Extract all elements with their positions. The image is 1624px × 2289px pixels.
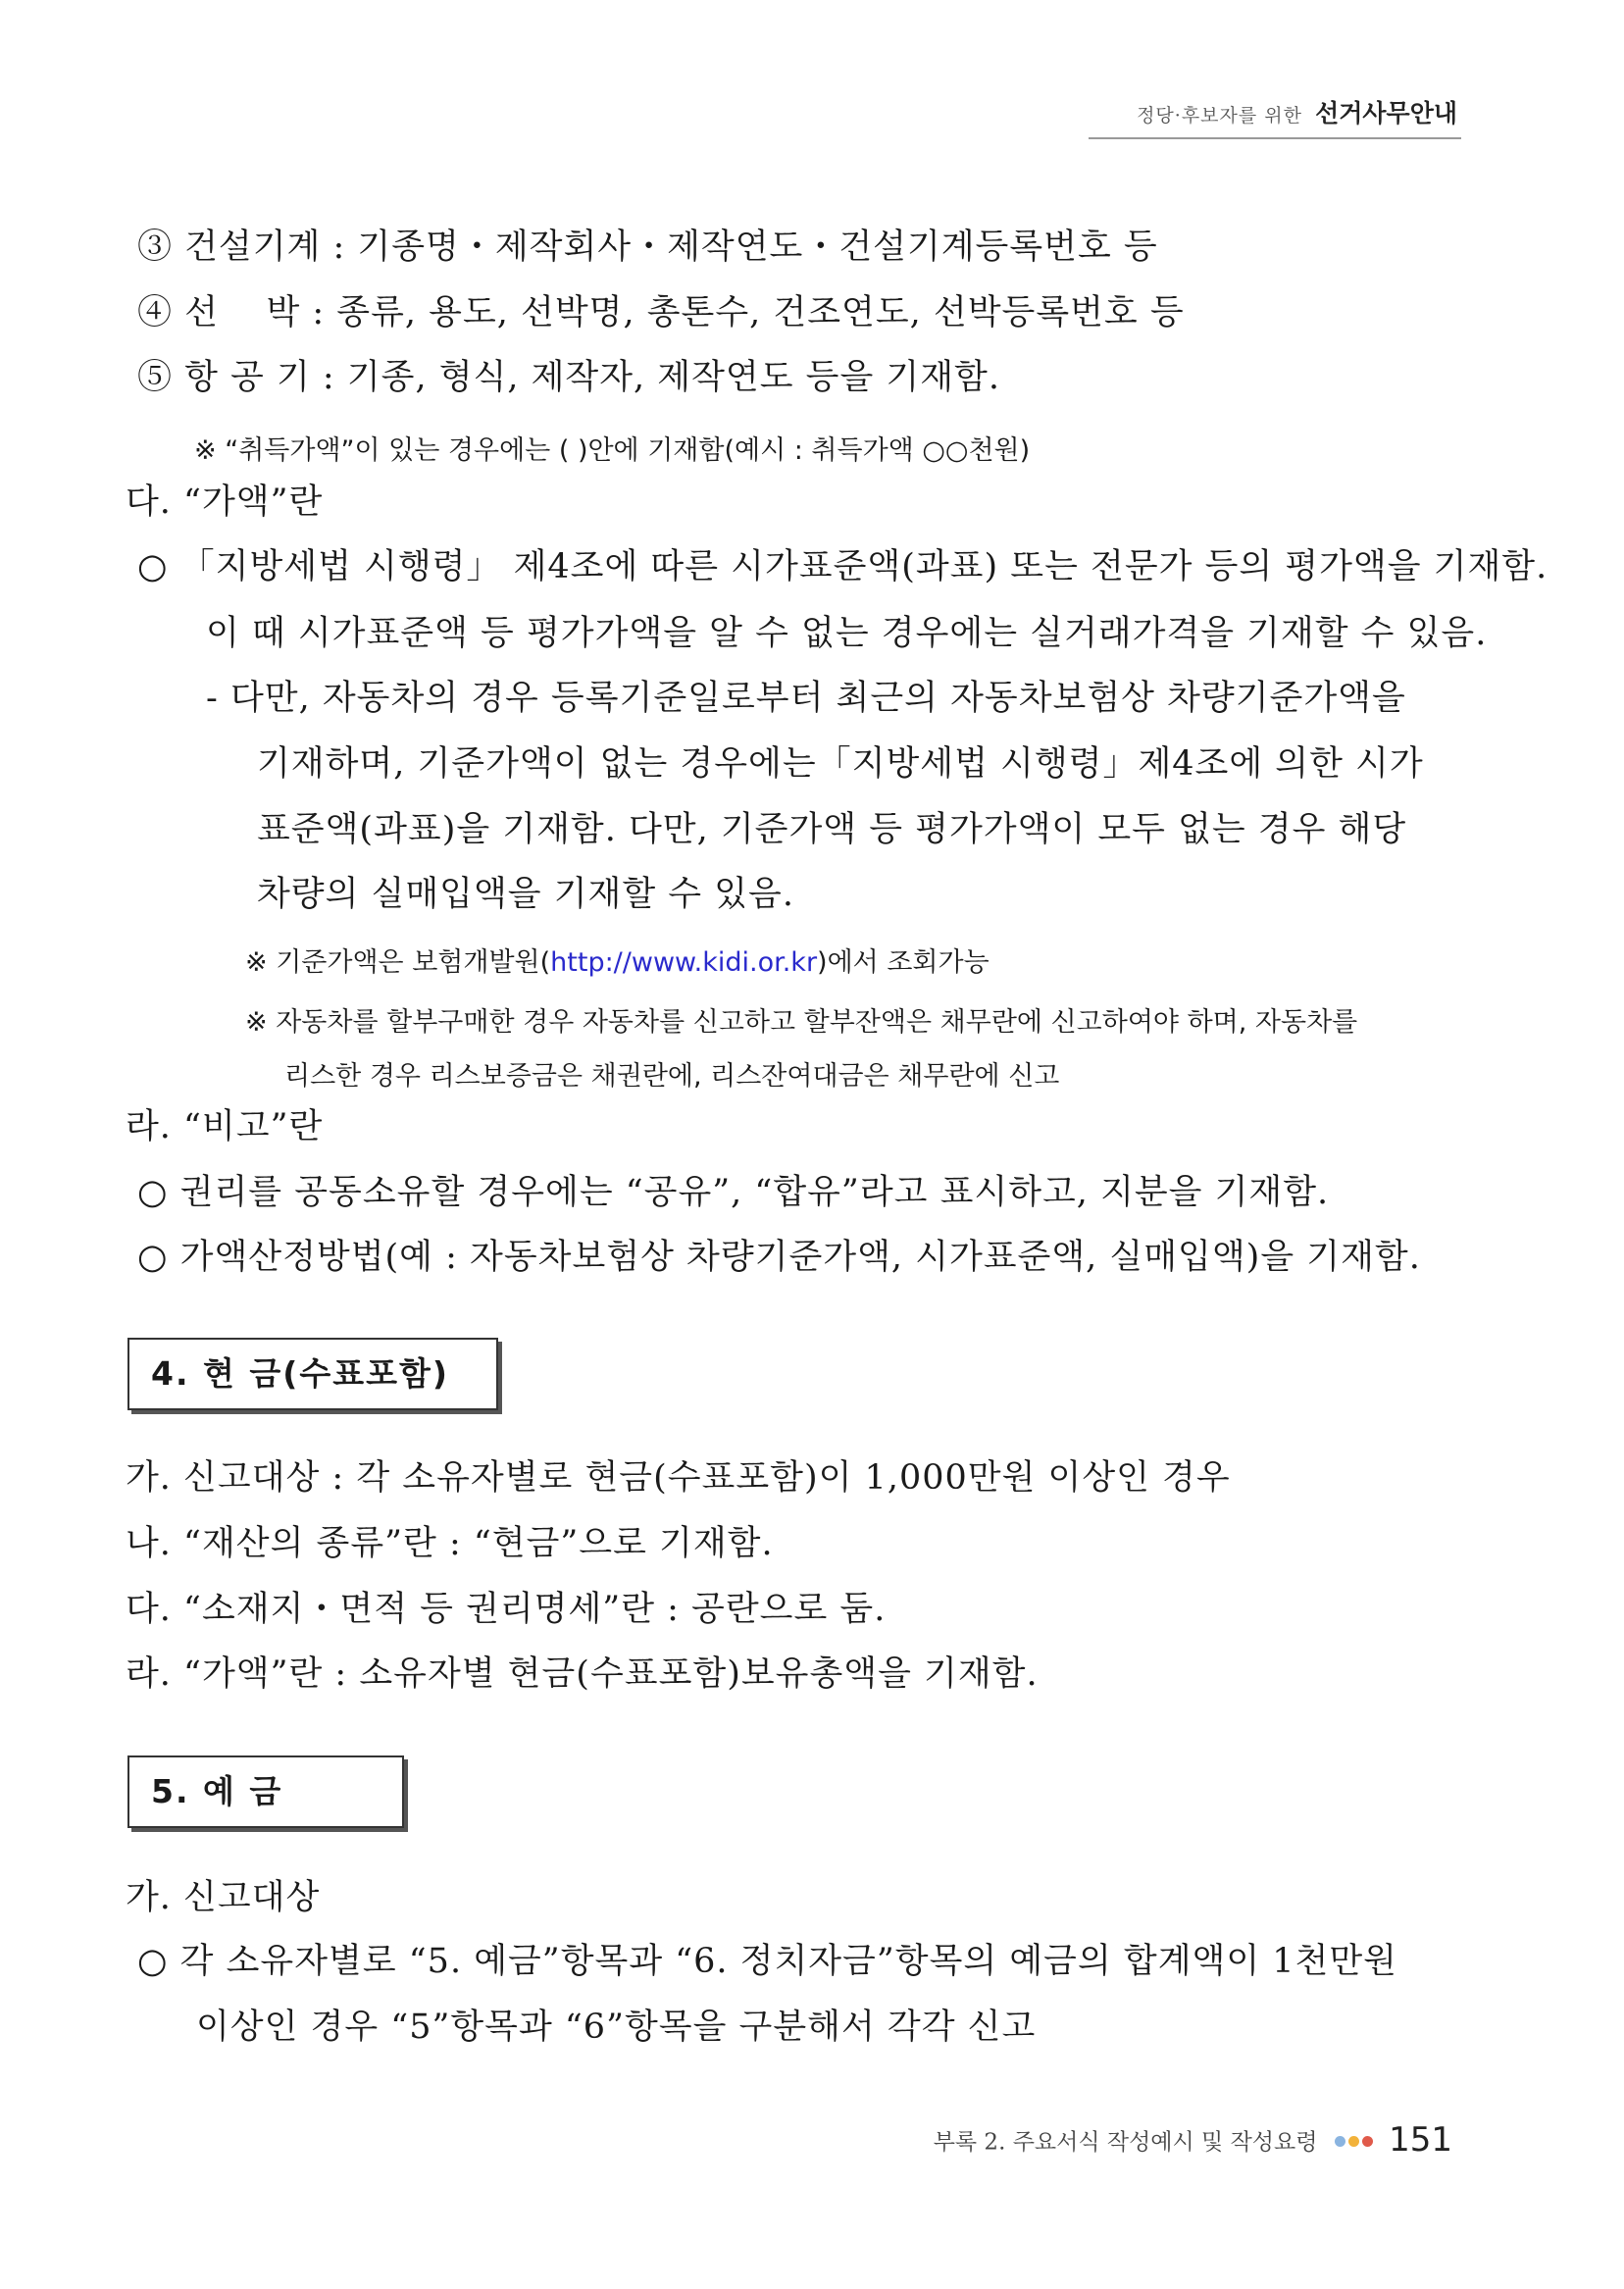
heading-value-column: 다. “가액”란 [126,483,324,522]
line-standard-value: ○ 「지방세법 시행령」 제4조에 따른 시가표준액(과표) 또는 전문가 등의 평가액을 기재함. [137,547,1548,586]
line-cash-target: 가. 신고대상 : 각 소유자별로 현금(수표포함)이 1,000만원 이상인 경우 [126,1458,1231,1498]
section-deposit-title: 5. 예 금 [127,1755,404,1828]
header-subtitle: 정당·후보자를 위한 [1137,105,1302,127]
note-installment-1: ※ 자동차를 할부구매한 경우 자동차를 신고하고 할부잔액은 채무란에 신고하여야 하며, 자동차를 [245,1007,1358,1038]
line-deposit-target: 가. 신고대상 [126,1878,321,1917]
line-cash-location: 다. “소재지・면적 등 권리명세”란 : 공란으로 둠. [126,1590,887,1629]
page-number: 151 [1389,2120,1452,2160]
line-car-exception-4: 차량의 실매입액을 기재할 수 있음. [257,875,794,914]
note-standard-suffix: )에서 조회가능 [817,947,990,978]
line-deposit-rule-1: ○ 각 소유자별로 “5. 예금”항목과 “6. 정치자금”항목의 예금의 합계액이 1천만원 [137,1942,1397,1981]
note-standard-prefix: ※ 기준가액은 보험개발원( [245,947,551,978]
dot-red [1362,2136,1373,2147]
line-construction-machine: ③ 건설기계 : 기종명・제작회사・제작연도・건설기계등록번호 등 [137,228,1158,267]
header-title: 선거사무안내 [1315,99,1457,127]
line-car-exception-1: - 다만, 자동차의 경우 등록기준일로부터 최근의 자동차보험상 차량기준가액을 [206,679,1406,718]
kidi-link[interactable]: http://www.kidi.or.kr [550,947,818,978]
line-valuation-method: ○ 가액산정방법(예 : 자동차보험상 차량기준가액, 시가표준액, 실매입액)을 기재함. [137,1238,1421,1277]
line-cash-value: 라. “가액”란 : 소유자별 현금(수표포함)보유총액을 기재함. [126,1654,1039,1694]
line-joint-ownership: ○ 권리를 공동소유할 경우에는 “공유”, “합유”라고 표시하고, 지분을 기재함. [137,1173,1330,1212]
page-footer [934,2120,1452,2160]
running-header [1137,94,1457,129]
line-car-exception-2: 기재하며, 기준가액이 없는 경우에는「지방세법 시행령」제4조에 의한 시가 [257,744,1424,784]
footer-dots [1335,2127,1376,2153]
note-installment-2: 리스한 경우 리스보증금은 채권란에, 리스잔여대금은 채무란에 신고 [284,1061,1060,1092]
line-deposit-rule-2: 이상인 경우 “5”항목과 “6”항목을 구분해서 각각 신고 [196,2008,1037,2047]
footer-text: 부록 2. 주요서식 작성예시 및 작성요령 [933,2129,1318,2156]
line-actual-price: 이 때 시가표준액 등 평가가액을 알 수 없는 경우에는 실거래가격을 기재할 수 있음. [206,614,1488,653]
heading-remarks-column: 라. “비고”란 [126,1107,324,1146]
dot-blue [1335,2136,1345,2147]
line-cash-type: 나. “재산의 종류”란 : “현금”으로 기재함. [126,1524,774,1563]
section-cash-title: 4. 현 금(수표포함) [127,1338,498,1410]
line-aircraft: ⑤ 항 공 기 : 기종, 형식, 제작자, 제작연도 등을 기재함. [137,358,1000,397]
line-ship: ④ 선 박 : 종류, 용도, 선박명, 총톤수, 건조연도, 선박등록번호 등 [137,293,1185,332]
dot-orange [1348,2136,1359,2147]
note-acquisition-price: ※ “취득가액”이 있는 경우에는 ( )안에 기재함(예시 : 취득가액 ○○천원) [194,435,1031,466]
line-car-exception-3: 표준액(과표)을 기재함. 다만, 기준가액 등 평가가액이 모두 없는 경우 해당 [257,810,1407,849]
header-rule [1089,137,1461,139]
note-standard-value [245,941,990,979]
